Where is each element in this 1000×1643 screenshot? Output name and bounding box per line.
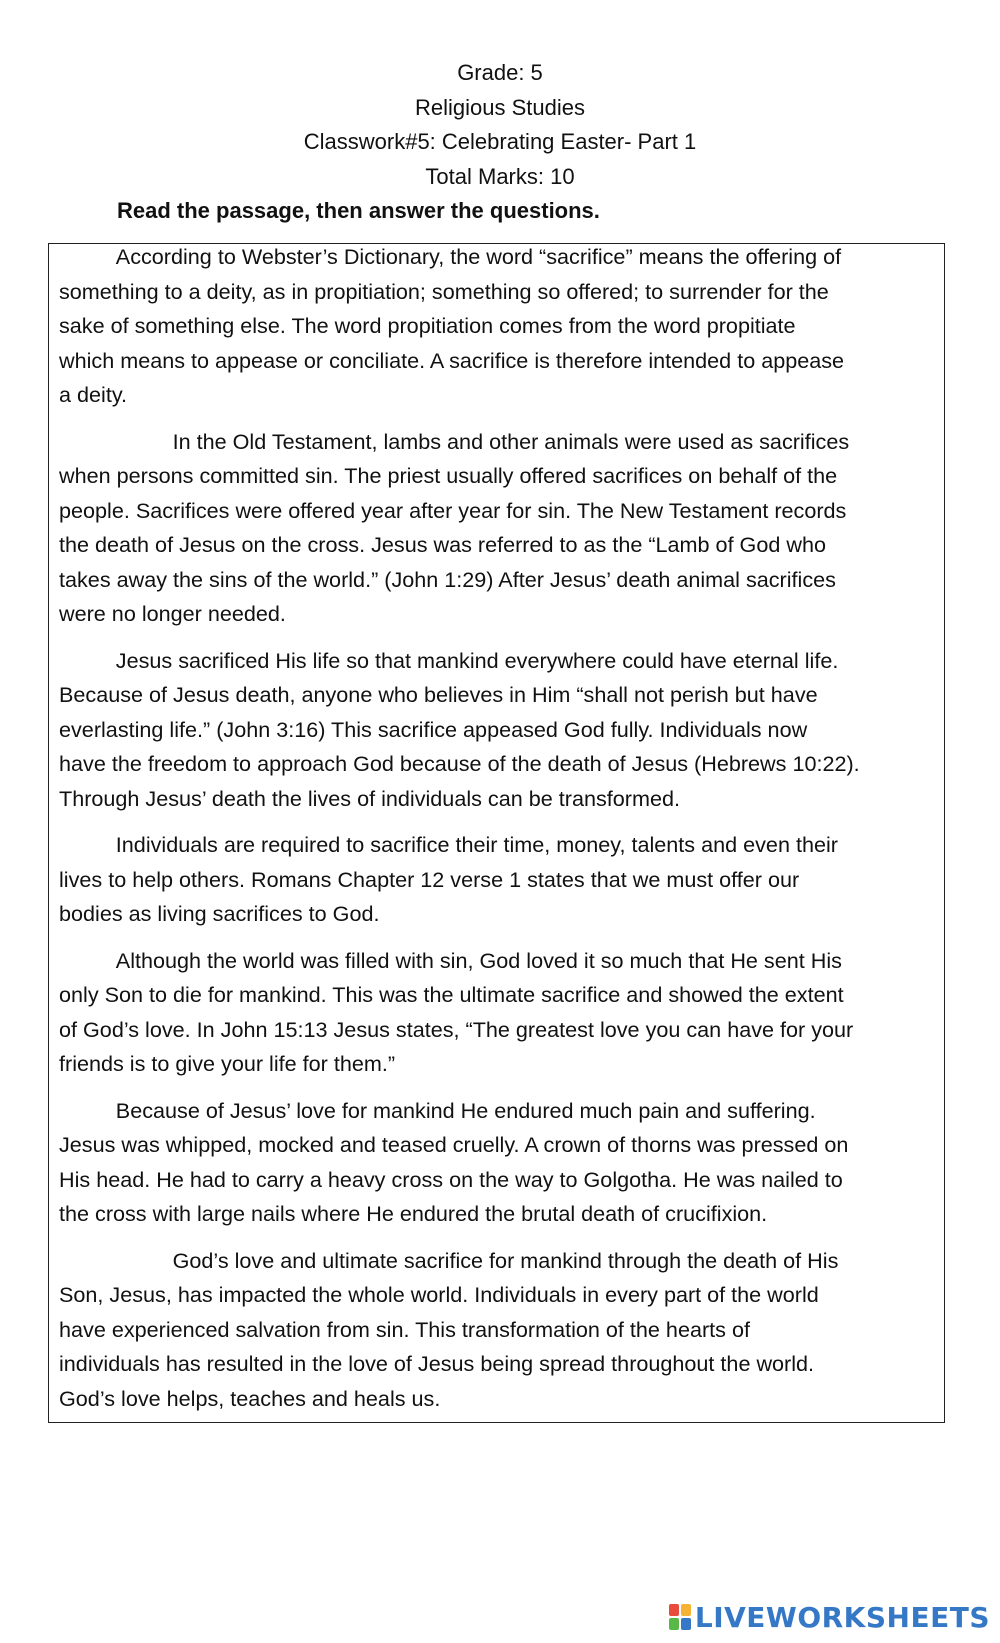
- passage-line: people. Sacrifices were offered year after year for sin. The New Testament records: [59, 497, 847, 523]
- passage-line: Although the world was filled with sin, God loved it so much that He sent His: [115, 947, 842, 973]
- paragraph-gap: [59, 632, 936, 644]
- total-marks-label: Total Marks: 10: [425, 163, 575, 189]
- passage-line: In the Old Testament, lambs and other animals were used as sacrifices: [172, 428, 850, 454]
- subject-label: Religious Studies: [415, 94, 585, 120]
- passage-line: have the freedom to approach God because of the death of Jesus (Hebrews 10:22).: [59, 751, 860, 776]
- paragraph-gap: [59, 932, 936, 944]
- passage-line: the death of Jesus on the cross. Jesus was referred to as the “Lamb of God who: [59, 532, 826, 557]
- passage-line: which means to appease or conciliate. A sacrifice is therefore intended to appease: [59, 347, 845, 373]
- passage-line: bodies as living sacrifices to God.: [59, 901, 380, 926]
- passage-paragraph: [59, 644, 936, 817]
- passage-line: friends is to give your life for them.”: [59, 1051, 396, 1076]
- passage-line: of God’s love. In John 15:13 Jesus states, “The greatest love you can have for your: [59, 1016, 854, 1042]
- passage-line: Jesus sacrificed His life so that mankind everywhere could have eternal life.: [115, 647, 839, 673]
- passage-line: sake of something else. The word propitiation comes from the word propitiate: [59, 313, 796, 338]
- logo-square: [681, 1604, 691, 1616]
- logo-square: [669, 1618, 679, 1630]
- logo-text: LIVEWORKSHEETS: [694, 1600, 990, 1634]
- grade-label: Grade: 5: [457, 60, 543, 85]
- passage-paragraph: [59, 1244, 936, 1417]
- passage-line: everlasting life.” (John 3:16) This sacrifice appeased God fully. Individuals now: [59, 716, 808, 742]
- passage-line: Because of Jesus death, anyone who believes in Him “shall not perish but have: [59, 682, 818, 707]
- passage-paragraph: [59, 425, 936, 632]
- paragraph-gap: [59, 1232, 936, 1244]
- passage-line: Son, Jesus, has impacted the whole world. Individuals in every part of the world: [59, 1282, 819, 1307]
- passage-line: individuals has resulted in the love of Jesus being spread throughout the world.: [59, 1351, 815, 1376]
- paragraph-gap: [59, 816, 936, 828]
- passage-paragraph: [59, 944, 936, 1082]
- passage-line: His head. He had to carry a heavy cross on the way to Golgotha. He was nailed to: [59, 1166, 843, 1192]
- passage-line: Because of Jesus’ love for mankind He endured much pain and suffering.: [115, 1097, 816, 1123]
- logo-square: [669, 1604, 679, 1616]
- logo-square: [681, 1618, 691, 1630]
- passage-line: something to a deity, as in propitiation; something so offered; to surrender for the: [59, 278, 829, 304]
- passage-line: Individuals are required to sacrifice their time, money, talents and even their: [115, 832, 838, 857]
- passage-line: a deity.: [59, 382, 128, 407]
- worksheet-header: [0, 56, 1000, 194]
- passage-box: [48, 243, 945, 1423]
- passage-line: According to Webster’s Dictionary, the word “sacrifice” means the offering of: [115, 244, 842, 269]
- logo-grid-icon: [669, 1604, 691, 1630]
- classwork-title: Classwork#5: Celebrating Easter- Part 1: [303, 129, 697, 154]
- passage-paragraph: [59, 1094, 936, 1232]
- passage-line: lives to help others. Romans Chapter 12 verse 1 states that we must offer our: [59, 866, 800, 892]
- passage-line: the cross with large nails where He endured the brutal death of crucifixion.: [59, 1201, 768, 1226]
- paragraph-gap: [59, 413, 936, 425]
- passage-line: Jesus was whipped, mocked and teased cruelly. A crown of thorns was pressed on: [59, 1132, 849, 1157]
- passage-line: God’s love helps, teaches and heals us.: [59, 1385, 441, 1411]
- passage-line: were no longer needed.: [59, 601, 286, 626]
- liveworksheets-logo: [669, 1599, 990, 1635]
- passage-line: have experienced salvation from sin. This transformation of the hearts of: [59, 1316, 750, 1342]
- passage-paragraph: [59, 240, 936, 413]
- passage-line: God’s love and ultimate sacrifice for mankind through the death of His: [172, 1247, 839, 1273]
- instruction-text: Read the passage, then answer the questions.: [117, 198, 600, 223]
- passage-paragraph: [59, 828, 936, 932]
- passage-line: Through Jesus’ death the lives of individuals can be transformed.: [59, 785, 680, 811]
- paragraph-gap: [59, 1082, 936, 1094]
- passage-line: only Son to die for mankind. This was the ultimate sacrifice and showed the extent: [59, 982, 844, 1007]
- passage-line: takes away the sins of the world.” (John 1:29) After Jesus’ death animal sacrifices: [59, 566, 836, 592]
- passage-line: when persons committed sin. The priest usually offered sacrifices on behalf of the: [59, 463, 838, 488]
